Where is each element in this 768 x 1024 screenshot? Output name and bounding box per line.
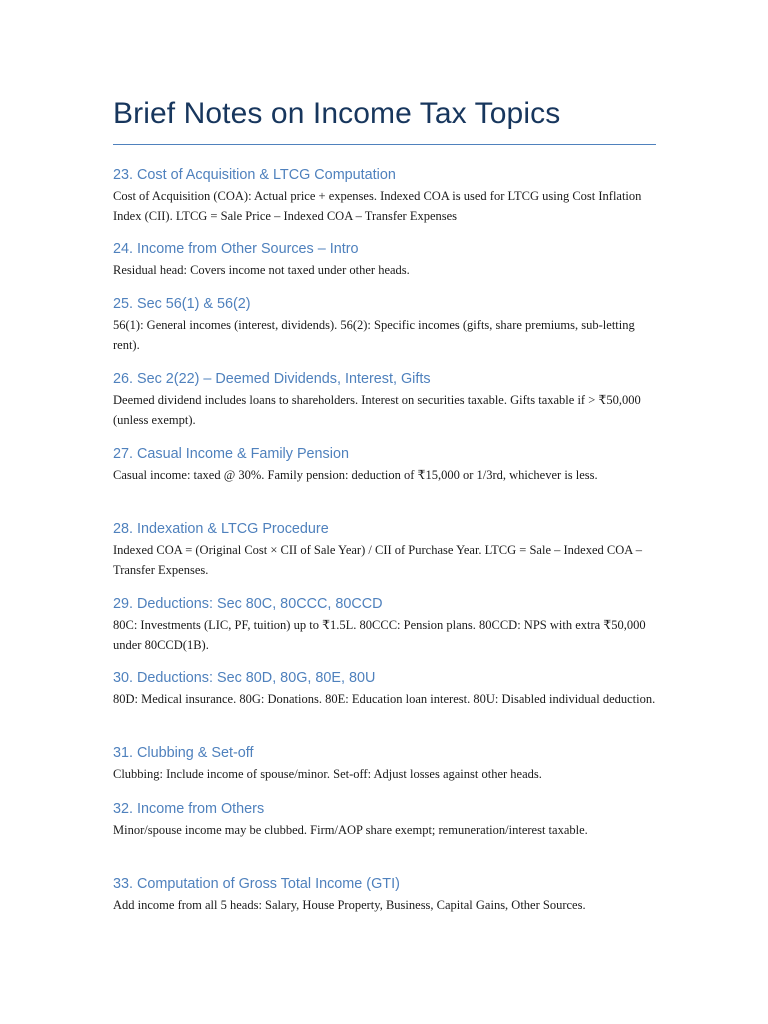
- section-heading: 23. Cost of Acquisition & LTCG Computation: [113, 167, 396, 183]
- section-heading: 29. Deductions: Sec 80C, 80CCC, 80CCD: [113, 596, 383, 612]
- section-body: Indexed COA = (Original Cost × CII of Sale Year) / CII of Purchase Year. LTCG = Sale – Indexed COA – Transfer Expenses.: [113, 543, 642, 577]
- section-28: [113, 519, 656, 594]
- section-heading: 32. Income from Others: [113, 801, 265, 817]
- section-body: Residual head: Covers income not taxed under other heads.: [113, 263, 410, 277]
- section-body: 56(1): General incomes (interest, dividends). 56(2): Specific incomes (gifts, share premiums, sub-letting rent).: [113, 318, 635, 352]
- section-heading: 28. Indexation & LTCG Procedure: [113, 521, 329, 537]
- section-23: [113, 165, 656, 239]
- section-30: [113, 668, 656, 743]
- section-heading: 24. Income from Other Sources – Intro: [113, 241, 359, 257]
- section-body: Deemed dividend includes loans to shareholders. Interest on securities taxable. Gifts taxable if > ₹50,000 (unless exempt).: [113, 393, 641, 427]
- section-body: Add income from all 5 heads: Salary, House Property, Business, Capital Gains, Other Sources.: [113, 898, 586, 912]
- section-heading: 30. Deductions: Sec 80D, 80G, 80E, 80U: [113, 670, 376, 686]
- document-title: Brief Notes on Income Tax Topics: [113, 97, 561, 130]
- section-body: Casual income: taxed @ 30%. Family pension: deduction of ₹15,000 or 1/3rd, whichever is less.: [113, 468, 598, 482]
- section-32: [113, 799, 656, 874]
- section-29: [113, 594, 656, 668]
- section-24: [113, 239, 656, 294]
- section-body: 80D: Medical insurance. 80G: Donations. 80E: Education loan interest. 80U: Disabled individual deduction.: [113, 692, 656, 706]
- section-body: 80C: Investments (LIC, PF, tuition) up to ₹1.5L. 80CCC: Pension plans. 80CCD: NPS with extra ₹50,000 under 80CCD(1B).: [113, 618, 646, 652]
- section-body: Minor/spouse income may be clubbed. Firm/AOP share exempt; remuneration/interest taxable.: [113, 823, 588, 837]
- title-underline: [113, 144, 656, 145]
- document-page: [113, 92, 656, 929]
- section-heading: 33. Computation of Gross Total Income (GTI): [113, 876, 400, 892]
- section-heading: 26. Sec 2(22) – Deemed Dividends, Interest, Gifts: [113, 371, 431, 387]
- section-body: Cost of Acquisition (COA): Actual price + expenses. Indexed COA is used for LTCG using Cost Inflation Index (CII). LTCG = Sale Price – Indexed COA – Transfer Expenses: [113, 189, 642, 223]
- section-heading: 25. Sec 56(1) & 56(2): [113, 296, 251, 312]
- section-body: Clubbing: Include income of spouse/minor. Set-off: Adjust losses against other heads.: [113, 767, 542, 781]
- section-heading: 27. Casual Income & Family Pension: [113, 446, 349, 462]
- section-26: [113, 369, 656, 444]
- section-25: [113, 294, 656, 369]
- section-33: [113, 874, 656, 929]
- section-heading: 31. Clubbing & Set-off: [113, 745, 254, 761]
- section-31: [113, 743, 656, 799]
- section-27: [113, 444, 656, 519]
